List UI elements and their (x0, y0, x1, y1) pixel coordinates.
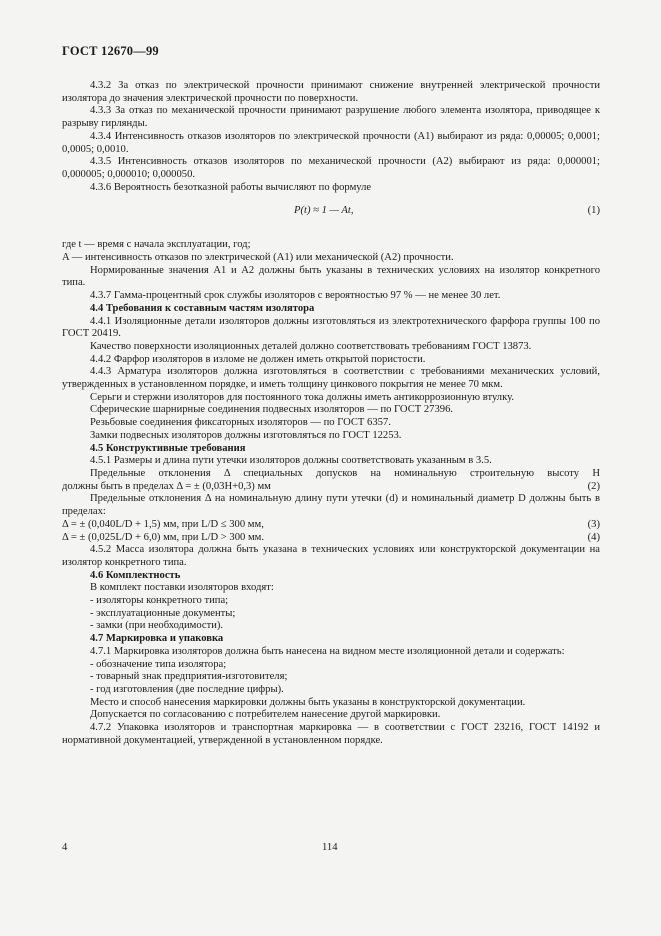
paragraph-locks: Замки подвесных изоляторов должны изготовляться по ГОСТ 12253. (90, 429, 402, 441)
equation-4-number: (4) (587, 531, 600, 543)
paragraph-4-4-2: 4.4.2 Фарфор изоляторов в изломе не должен иметь открытой пористости. (90, 353, 426, 365)
list-item: - обозначение типа изолятора; (90, 658, 227, 670)
paragraph-4-3-5: 4.3.5 Интенсивность отказов изоляторов по механической прочности (A2) выбирают из ряда: 0,000001; 0,000005; 0,000010; 0,000050. (62, 156, 600, 180)
paragraph-creepage-tolerance: Предельные отклонения Δ на номинальную длину пути утечки (d) и номинальный диаметр D должны быть в пределах: (62, 493, 600, 518)
paragraph-4-4-1: 4.4.1 Изоляционные детали изоляторов должны изготовляться из электротехнического фарфора группы 100 по ГОСТ 20419. (62, 315, 600, 340)
equation-2-number: (2) (587, 480, 600, 492)
paragraph-marking-other: Допускается по согласованию с потребителем нанесение другой маркировки. (90, 709, 441, 721)
paragraph-4-5-2: 4.5.2 Масса изолятора должна быть указана в технических условиях или конструкторской документации на изолятор конкретного типа. (62, 544, 600, 568)
formula-1-expression: P(t) ≈ 1 — At, (294, 205, 354, 217)
paragraph-4-4-3: 4.4.3 Арматура изоляторов должна изготовляться в соответствии с требованиями механических условий, утвержденных в установленном порядке, и иметь толщину цинкового покрытия не менее 70 мкм. (62, 366, 600, 391)
document-header: ГОСТ 12670—99 (62, 44, 159, 58)
equation-2-expression: должны быть в пределах Δ = ± (0,03H+0,3) мм (62, 480, 271, 492)
equation-2 (62, 481, 600, 494)
paragraph-4-3-6: 4.3.6 Вероятность безотказной работы вычисляют по формуле (90, 181, 372, 193)
page-number-center: 114 (322, 842, 338, 853)
list-item: - эксплуатационные документы; (90, 607, 236, 619)
equation-3 (62, 519, 600, 532)
paragraph-height-tolerance: Предельные отклонения Δ специальных допусков на номинальную строительную высоту H (90, 467, 600, 479)
document-body (62, 80, 600, 747)
paragraph-4-5-1: 4.5.1 Размеры и длина пути утечки изоляторов должны соответствовать указанным в 3.5. (90, 455, 492, 467)
list-item: - изоляторы конкретного типа; (90, 595, 229, 607)
list-item: - год изготовления (две последние цифры). (90, 683, 284, 695)
list-item: - замки (при необходимости). (90, 620, 224, 632)
section-heading-4-6: 4.6 Комплектность (90, 569, 181, 581)
formula-1-number: (1) (587, 205, 600, 217)
paragraph-4-3-3: 4.3.3 За отказ по механической прочности принимают разрушение любого элемента изолятора, приводящее к разрыву гирлянды. (62, 105, 600, 130)
section-heading-4-4: 4.4 Требования к составным частям изолятора (90, 302, 315, 314)
equation-3-number: (3) (587, 518, 600, 530)
list-item: - товарный знак предприятия-изготовителя; (90, 671, 288, 683)
section-heading-4-7: 4.7 Маркировка и упаковка (90, 633, 224, 645)
equation-3-expression: Δ = ± (0,040L/D + 1,5) мм, при L/D ≤ 300 мм, (62, 518, 264, 530)
paragraph-earrings: Серьги и стержни изоляторов для постоянного тока должны иметь антикоррозионную втулку. (90, 391, 514, 403)
paragraph-surface-quality: Качество поверхности изоляционных деталей должно соответствовать требованиям ГОСТ 13873. (90, 340, 532, 352)
paragraph-delivery-set: В комплект поставки изоляторов входят: (90, 582, 274, 594)
paragraph-normalized-values: Нормированные значения A1 и A2 должны быть указаны в технических условиях на изолятор конкретного типа. (62, 264, 600, 289)
paragraph-4-3-2: 4.3.2 За отказ по электрической прочности принимают снижение внутренней электрической прочности изолятора до значения электрической прочности по поверхности. (62, 80, 600, 104)
paragraph-4-7-2: 4.7.2 Упаковка изоляторов и транспортная маркировка — в соответствии с ГОСТ 23216, ГОСТ 14192 и нормативной документацией, утвержденной в установленном порядке. (62, 722, 600, 746)
paragraph-spherical-joints: Сферические шарнирные соединения подвесных изоляторов — по ГОСТ 27396. (90, 404, 454, 416)
section-heading-4-5: 4.5 Конструктивные требования (90, 442, 246, 454)
paragraph-4-7-1: 4.7.1 Маркировка изоляторов должна быть нанесена на видном месте изоляционной детали и содержать: (90, 645, 565, 657)
equation-4 (62, 532, 600, 545)
paragraph-marking-place: Место и способ нанесения маркировки должны быть указаны в конструкторской документации. (90, 696, 526, 708)
paragraph-4-3-4: 4.3.4 Интенсивность отказов изоляторов по электрической прочности (A1) выбирают из ряда: 0,00005; 0,0001; 0,0005; 0,0010. (62, 130, 600, 155)
equation-4-expression: Δ = ± (0,025L/D + 6,0) мм, при L/D > 300 мм. (62, 531, 264, 543)
paragraph-where-t: где t — время с начала эксплуатации, год; (62, 239, 251, 251)
page-number-left: 4 (62, 842, 68, 853)
paragraph-where-a: A — интенсивность отказов по электрической (A1) или механической (A2) прочности. (62, 252, 454, 264)
paragraph-4-3-7: 4.3.7 Гамма-процентный срок службы изоляторов с вероятностью 97 % — не менее 30 лет. (90, 290, 501, 302)
formula-1 (62, 205, 600, 225)
paragraph-threaded-joints: Резьбовые соединения фиксаторных изоляторов — по ГОСТ 6357. (90, 417, 391, 429)
